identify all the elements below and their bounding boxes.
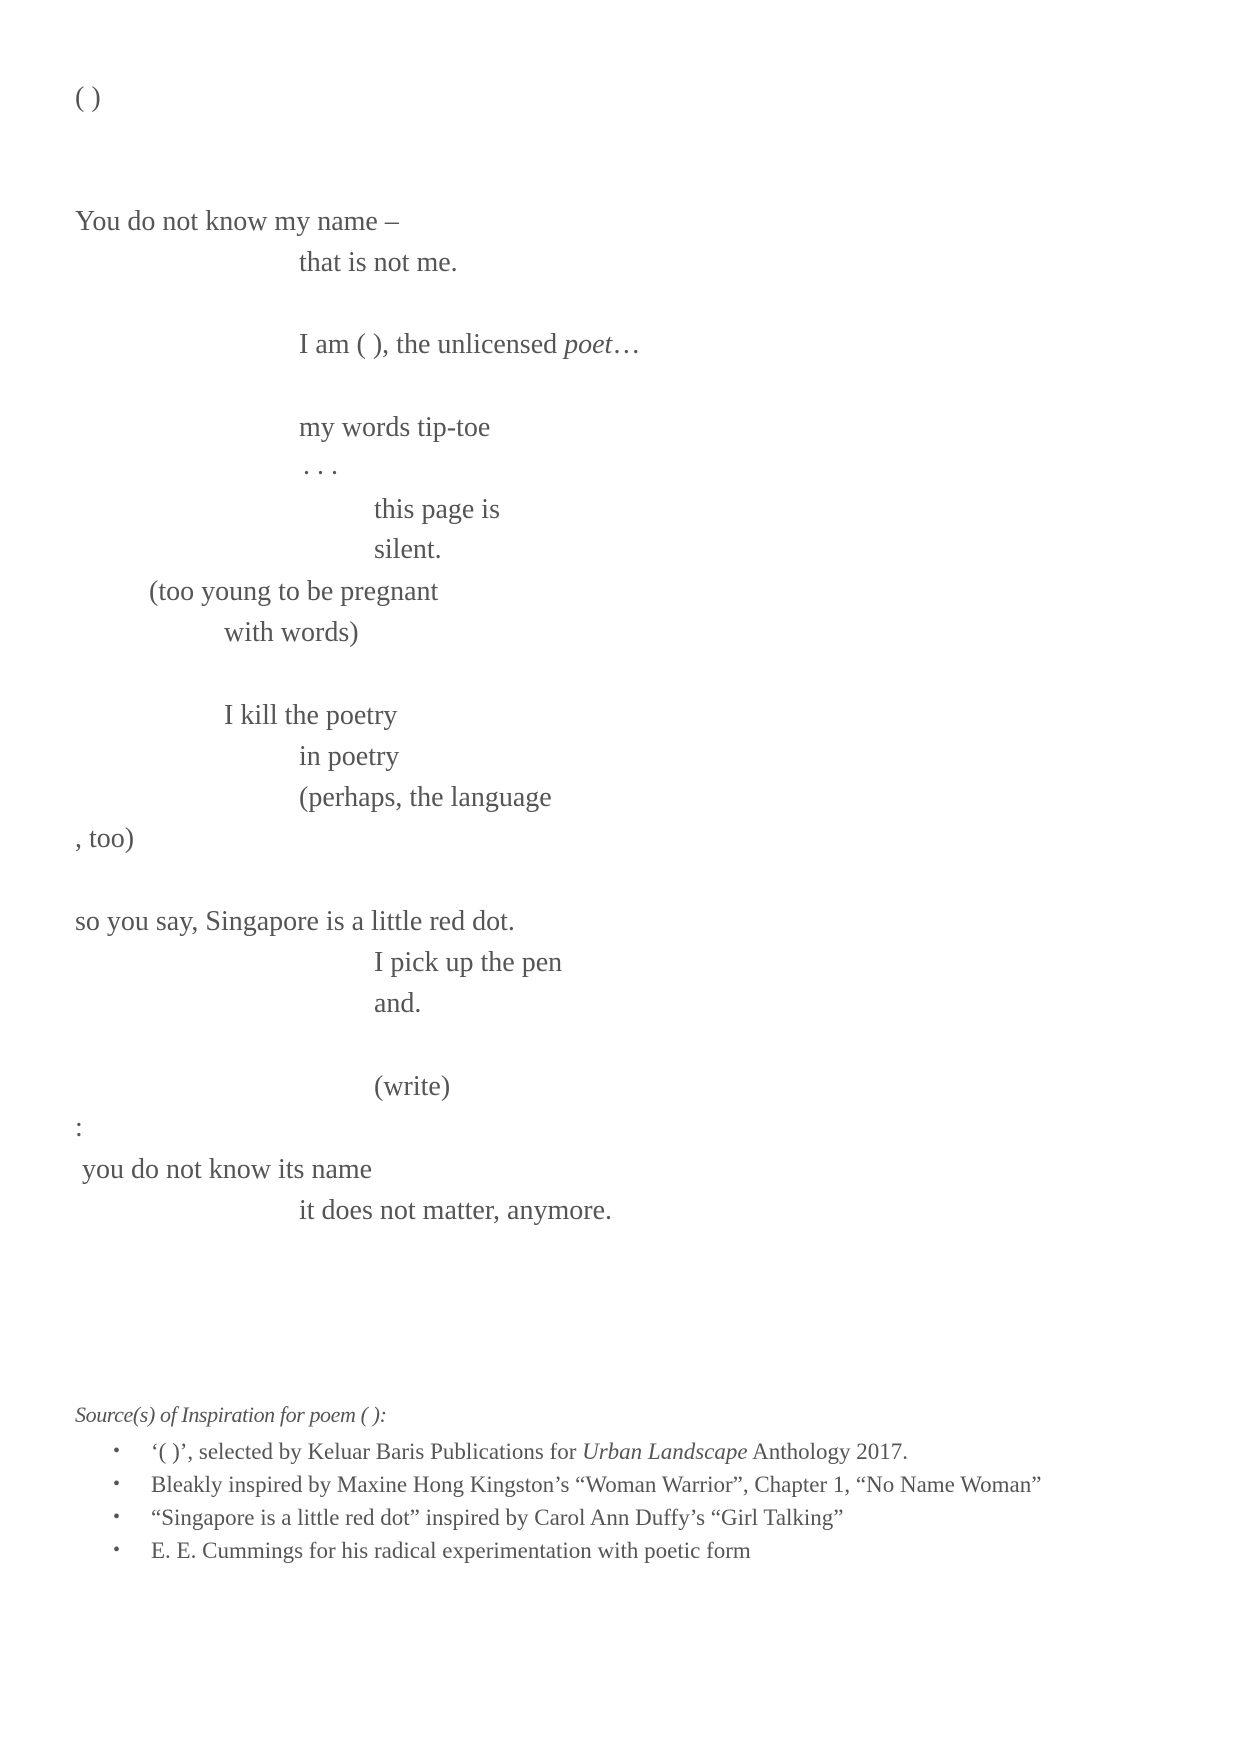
poem-line: so you say, Singapore is a little red dot. <box>75 906 515 937</box>
bullet-icon: • <box>113 1473 121 1495</box>
poem-line-ellipsis: … <box>612 329 641 360</box>
sources-heading: Source(s) of Inspiration for poem ( ): <box>75 1402 387 1427</box>
poem-line: silent. <box>374 534 442 565</box>
poem-title: ( ) <box>75 82 101 113</box>
bullet-icon: • <box>113 1539 121 1561</box>
source-text-end: Anthology 2017. <box>747 1439 908 1464</box>
poem-line: I kill the poetry <box>224 700 398 731</box>
poem-line: and. <box>374 988 422 1019</box>
source-item <box>75 1468 1041 1501</box>
poem-line: You do not know my name – <box>75 206 399 237</box>
source-italic: Urban Landscape <box>582 1439 748 1464</box>
poem-line-italic: poet <box>564 329 613 360</box>
poem-line <box>299 329 640 361</box>
poem-line: . . . <box>303 450 338 481</box>
poem-line: (write) <box>374 1071 451 1102</box>
source-text: “Singapore is a little red dot” inspired by Carol Ann Duffy’s “Girl Talking” <box>151 1505 844 1530</box>
sources-section <box>75 1398 1041 1567</box>
poem-line: , too) <box>75 823 135 854</box>
bullet-icon: • <box>113 1440 121 1462</box>
poem-line: this page is <box>374 494 500 525</box>
poem-line: (too young to be pregnant <box>149 576 439 607</box>
source-item <box>75 1501 1041 1534</box>
poem-line: (perhaps, the language <box>299 782 552 813</box>
bullet-icon: • <box>113 1506 121 1528</box>
source-text: ‘( )’, selected by Keluar Baris Publications for <box>151 1439 583 1464</box>
poem-line: in poetry <box>299 741 400 772</box>
poem-line: with words) <box>224 617 359 648</box>
sources-list <box>75 1435 1041 1567</box>
poem-line: I pick up the pen <box>374 947 563 978</box>
poem-line-text: I am ( ), the unlicensed <box>299 329 565 360</box>
poem-line: you do not know its name <box>82 1154 373 1185</box>
source-text: E. E. Cummings for his radical experimentation with poetic form <box>151 1538 751 1563</box>
poem-line: that is not me. <box>299 247 458 278</box>
poem-line: my words tip-toe <box>299 412 491 443</box>
source-item <box>75 1435 1041 1468</box>
poem-line: it does not matter, anymore. <box>299 1195 613 1226</box>
source-text: Bleakly inspired by Maxine Hong Kingston’s “Woman Warrior”, Chapter 1, “No Name Woman” <box>151 1472 1042 1497</box>
source-item <box>75 1534 1041 1567</box>
poem-line: : <box>75 1112 83 1143</box>
